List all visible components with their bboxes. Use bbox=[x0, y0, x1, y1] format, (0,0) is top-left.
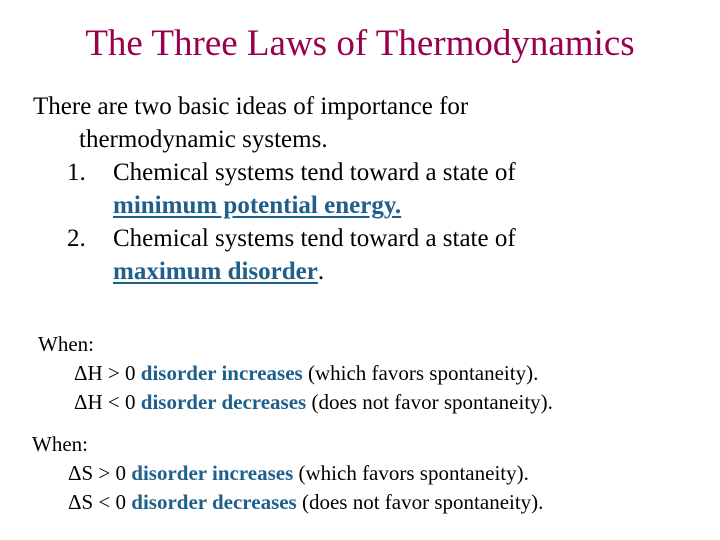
list-item-2-highlight: maximum disorder bbox=[113, 258, 318, 285]
enthalpy-row-positive bbox=[38, 359, 553, 388]
enthalpy-when-label: When: bbox=[38, 332, 94, 356]
slide-title: The Three Laws of Thermodynamics bbox=[85, 23, 635, 64]
list-item-2-text: Chemical systems tend toward a state of bbox=[113, 225, 516, 252]
enthalpy-conditions bbox=[38, 330, 553, 417]
enthalpy-condition: ΔH > 0 bbox=[74, 361, 136, 385]
list-item-2 bbox=[33, 222, 673, 288]
intro-line-2: thermodynamic systems. bbox=[79, 126, 328, 153]
enthalpy-row-negative bbox=[38, 388, 553, 417]
list-item-2-tail: . bbox=[317, 258, 325, 285]
list-item-1-text: Chemical systems tend toward a state of bbox=[113, 159, 516, 186]
intro-line-1: There are two basic ideas of importance for bbox=[33, 93, 469, 120]
list-item-1-highlight: minimum potential energy. bbox=[113, 192, 402, 219]
entropy-note: (which favors spontaneity). bbox=[298, 461, 529, 485]
list-item-1 bbox=[33, 156, 673, 222]
entropy-conditions bbox=[32, 430, 543, 517]
entropy-note: (does not favor spontaneity). bbox=[301, 490, 544, 514]
enthalpy-note: (which favors spontaneity). bbox=[307, 361, 539, 385]
entropy-effect: disorder decreases bbox=[131, 490, 297, 514]
enthalpy-note: (does not favor spontaneity). bbox=[311, 390, 553, 414]
entropy-condition: ΔS < 0 bbox=[68, 490, 127, 514]
enthalpy-effect: disorder increases bbox=[140, 361, 303, 385]
list-number-1: 1. bbox=[67, 159, 86, 186]
entropy-effect: disorder increases bbox=[131, 461, 294, 485]
enthalpy-effect: disorder decreases bbox=[140, 390, 307, 414]
entropy-when-label: When: bbox=[32, 432, 88, 456]
list-number-2: 2. bbox=[67, 225, 86, 252]
entropy-condition: ΔS > 0 bbox=[68, 461, 127, 485]
enthalpy-condition: ΔH < 0 bbox=[74, 390, 136, 414]
intro-text bbox=[33, 90, 673, 288]
entropy-row-positive bbox=[32, 459, 543, 488]
entropy-row-negative bbox=[32, 488, 543, 517]
